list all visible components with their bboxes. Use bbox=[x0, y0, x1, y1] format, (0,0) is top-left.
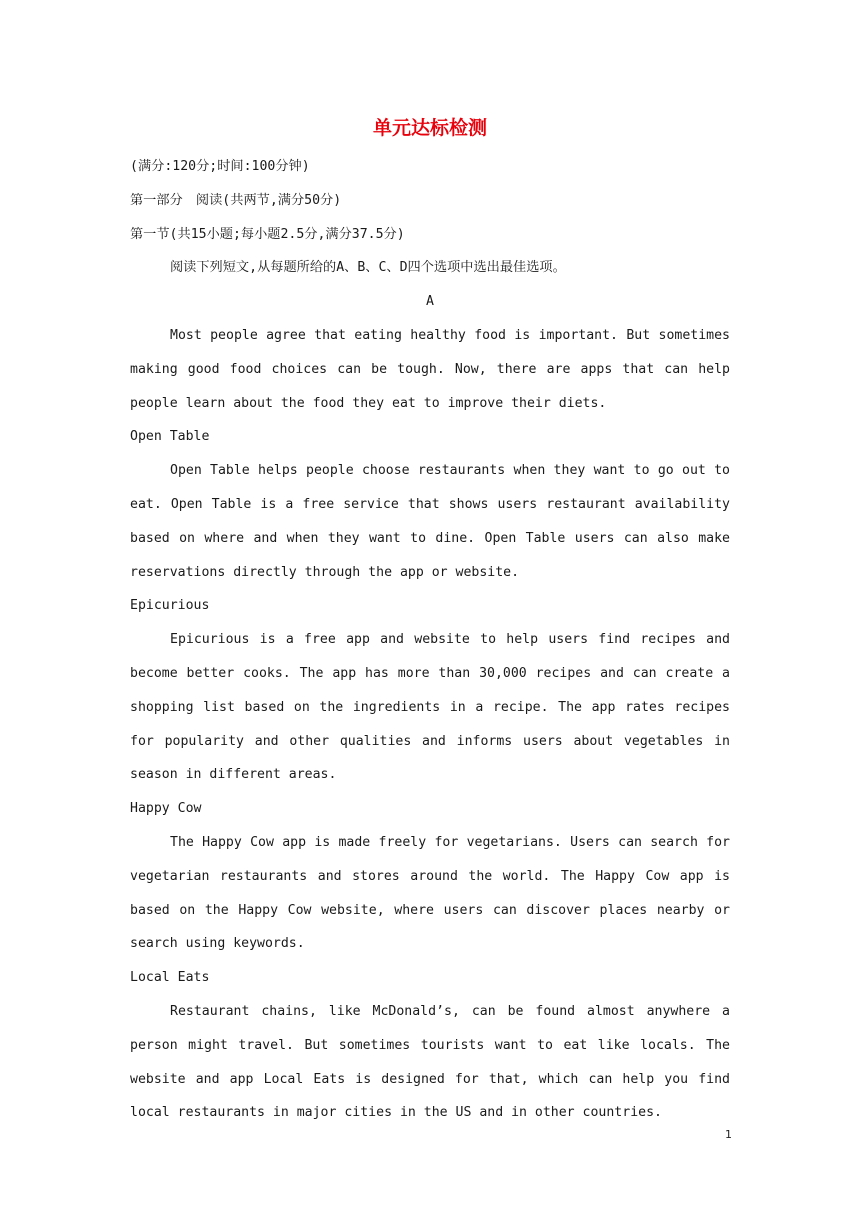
app-paragraph-local-eats: Restaurant chains, like McDonald’s, can be found almost anywhere a person might travel. But sometimes tourists want to eat like locals. The website and app Local Eats is designed for that, which can help you find local restaurants in major cities in the US and in other countries. bbox=[130, 1003, 730, 1121]
document-body bbox=[130, 150, 730, 1130]
app-paragraph-open-table: Open Table helps people choose restaurants when they want to go out to eat. Open Table is a free service that shows users restaurant availability based on where and when they want to dine. Open Table users can also make reservations directly through the app or website. bbox=[130, 463, 730, 580]
section-one-heading: 第一节(共15小题;每小题2.5分,满分37.5分) bbox=[130, 226, 405, 242]
app-paragraph-happy-cow: The Happy Cow app is made freely for vegetarians. Users can search for vegetarian restaurants and stores around the world. The Happy Cow app is based on the Happy Cow website, where users can discover places nearby or search using keywords. bbox=[130, 834, 730, 952]
page-title: 单元达标检测 bbox=[372, 117, 487, 139]
app-heading-open-table: Open Table bbox=[130, 429, 210, 445]
app-heading-local-eats: Local Eats bbox=[130, 970, 210, 986]
exam-info: (满分:120分;时间:100分钟) bbox=[130, 159, 310, 174]
page-number: 1 bbox=[725, 1128, 732, 1141]
intro-paragraph: Most people agree that eating healthy food is important. But sometimes making good food choices can be tough. Now, there are apps that can help people learn about the food they eat to improve their diets. bbox=[130, 327, 730, 411]
part-one-heading: 第一部分 阅读(共两节,满分50分) bbox=[130, 192, 342, 208]
app-paragraph-epicurious: Epicurious is a free app and website to help users find recipes and become better cooks. The app has more than 30,000 recipes and can create a shopping list based on the ingredients in a recipe. The app rates recipes for popularity and other qualities and informs users about vegetables in season in different areas. bbox=[130, 632, 730, 783]
app-heading-happy-cow: Happy Cow bbox=[130, 801, 202, 817]
instructions: 阅读下列短文,从每题所给的A、B、C、D四个选项中选出最佳选项。 bbox=[170, 260, 566, 276]
passage-label: A bbox=[426, 294, 434, 310]
app-heading-epicurious: Epicurious bbox=[130, 598, 210, 614]
